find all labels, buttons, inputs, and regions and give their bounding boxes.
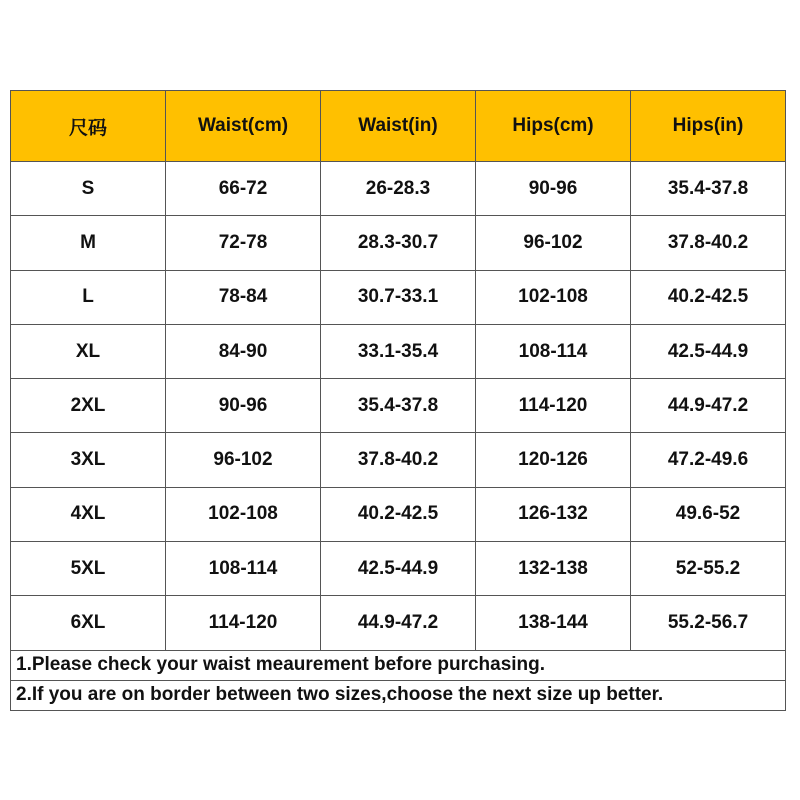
table-row — [11, 433, 786, 487]
size-cell: 2XL — [11, 379, 166, 433]
hips-in-cell: 49.6-52 — [631, 487, 786, 541]
hips-cm-cell: 126-132 — [476, 487, 631, 541]
header-hips-in: Hips(in) — [631, 91, 786, 162]
hips-in-cell: 40.2-42.5 — [631, 270, 786, 324]
table-row — [11, 379, 786, 433]
waist-cm-cell: 102-108 — [166, 487, 321, 541]
waist-in-cell: 28.3-30.7 — [321, 216, 476, 270]
waist-in-cell: 26-28.3 — [321, 162, 476, 216]
hips-cm-cell: 102-108 — [476, 270, 631, 324]
waist-cm-cell: 66-72 — [166, 162, 321, 216]
waist-in-cell: 30.7-33.1 — [321, 270, 476, 324]
table-row — [11, 270, 786, 324]
size-cell: M — [11, 216, 166, 270]
note-measure-waist: 1.Please check your waist meaurement before purchasing. — [11, 650, 786, 680]
size-cell: 4XL — [11, 487, 166, 541]
hips-in-cell: 42.5-44.9 — [631, 324, 786, 378]
waist-cm-cell: 90-96 — [166, 379, 321, 433]
note-row — [11, 680, 786, 710]
hips-cm-cell: 96-102 — [476, 216, 631, 270]
hips-cm-cell: 90-96 — [476, 162, 631, 216]
table-row — [11, 487, 786, 541]
waist-cm-cell: 108-114 — [166, 542, 321, 596]
size-cell: 5XL — [11, 542, 166, 596]
table-row — [11, 596, 786, 650]
hips-in-cell: 47.2-49.6 — [631, 433, 786, 487]
waist-in-cell: 44.9-47.2 — [321, 596, 476, 650]
hips-cm-cell: 120-126 — [476, 433, 631, 487]
header-waist-in: Waist(in) — [321, 91, 476, 162]
waist-cm-cell: 114-120 — [166, 596, 321, 650]
header-row — [11, 91, 786, 162]
hips-cm-cell: 108-114 — [476, 324, 631, 378]
waist-in-cell: 35.4-37.8 — [321, 379, 476, 433]
hips-in-cell: 37.8-40.2 — [631, 216, 786, 270]
hips-cm-cell: 138-144 — [476, 596, 631, 650]
waist-cm-cell: 84-90 — [166, 324, 321, 378]
size-chart-header — [11, 91, 786, 162]
size-cell: 3XL — [11, 433, 166, 487]
hips-in-cell: 55.2-56.7 — [631, 596, 786, 650]
waist-in-cell: 37.8-40.2 — [321, 433, 476, 487]
table-row — [11, 324, 786, 378]
waist-cm-cell: 78-84 — [166, 270, 321, 324]
header-hips-cm: Hips(cm) — [476, 91, 631, 162]
note-size-up: 2.If you are on border between two sizes,choose the next size up better. — [11, 680, 786, 710]
table-row — [11, 162, 786, 216]
waist-cm-cell: 96-102 — [166, 433, 321, 487]
waist-in-cell: 42.5-44.9 — [321, 542, 476, 596]
hips-cm-cell: 114-120 — [476, 379, 631, 433]
header-size: 尺码 — [11, 91, 166, 162]
hips-in-cell: 35.4-37.8 — [631, 162, 786, 216]
table-row — [11, 542, 786, 596]
size-chart-table — [10, 90, 786, 711]
header-waist-cm: Waist(cm) — [166, 91, 321, 162]
size-chart-body — [11, 162, 786, 711]
size-cell: 6XL — [11, 596, 166, 650]
hips-in-cell: 52-55.2 — [631, 542, 786, 596]
note-row — [11, 650, 786, 680]
size-cell: L — [11, 270, 166, 324]
hips-in-cell: 44.9-47.2 — [631, 379, 786, 433]
size-cell: S — [11, 162, 166, 216]
waist-in-cell: 33.1-35.4 — [321, 324, 476, 378]
table-row — [11, 216, 786, 270]
hips-cm-cell: 132-138 — [476, 542, 631, 596]
waist-in-cell: 40.2-42.5 — [321, 487, 476, 541]
waist-cm-cell: 72-78 — [166, 216, 321, 270]
size-cell: XL — [11, 324, 166, 378]
